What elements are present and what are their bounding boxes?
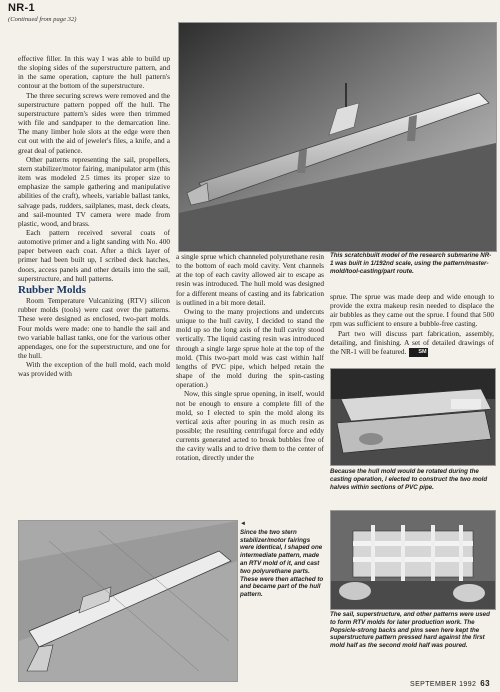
caption-top-photo: This scratchbuilt model of the research submarine NR-1 was built in 1/192nd scale, using the pattern/master-mold/tool-casting/part route. — [330, 252, 492, 275]
paragraph — [330, 329, 494, 357]
paragraph: The three securing screws were removed and the superstructure pattern popped off the hull. The superstructure pattern's sides were then trimmed with file and sandpaper to the demarcation line. The many limber hole slots at the edge were then cut out with the aid of jeweler's files, a knife, and a great deal of patience. — [18, 90, 170, 155]
submarine-model-photo — [179, 23, 496, 251]
photo-model-on-stand — [178, 22, 497, 252]
caption-patterns: The sail, superstructure, and other patterns were used to form RTV molds for later production work. The Popsicle-strong backs and pins seen here kept the superstructure pattern pressed hard against the first mold half as the second mold half was poured. — [330, 611, 490, 650]
paragraph: With the exception of the hull mold, each mold was provided with — [18, 360, 170, 379]
end-mark: SM — [409, 348, 427, 357]
paragraph: sprue. The sprue was made deep and wide enough to provide the extra makeup resin needed to displace the air bubbles as they came out the sprue. I found that 500 rpm was sufficient to ensure a bubble-free casting. — [330, 292, 494, 329]
caption-hull-mold: Because the hull mold would be rotated during the casting operation, I elected to construct the two mold halves within sections of PVC pipe. — [330, 468, 488, 491]
running-head: NR-1 — [8, 2, 35, 14]
pvc-mold-photo — [331, 369, 495, 465]
article-column-left — [18, 54, 170, 584]
caption-hull-pattern — [240, 520, 324, 612]
paragraph: Now, this single sprue opening, in itself, would not be enough to ensure a complete fill of the mold, so I elected to spin the mold along its vertical axis after pouring in as much resin as possible; the resulting centrifugal force and eddy currents generated acted to break bubbles free of the cavity walls and to drive them to the center of rotation, directly under the — [176, 389, 324, 463]
paragraph: Owing to the many projections and undercuts unique to the hull cavity, I decided to stand the mold up so the long axis of the hull cavity stood vertically. The liquid casting resin was introduced through a single large sprue hole at the top of the mold. (This two-part mold was cast within half lengths of PVC pipe, which helped retain the shape of the mold during the spin-casting operation.) — [176, 306, 324, 390]
page-folio — [410, 679, 490, 688]
caption-arrow-icon: ◄ — [240, 521, 246, 527]
photo-patterns-on-molds — [330, 510, 496, 610]
article-column-middle — [176, 252, 324, 514]
photo-hull-mold — [330, 368, 496, 466]
paragraph: Other patterns representing the sail, propellers, stern stabilizer/motor fairing, manipulator arm (this item was modeled 2.5 times its proper size to emphasize the sample gathering and manipulative abilities of the craft), wheels, variable ballast tanks, salvage pads, rudders, sailplanes, mast, deck cleats, and sail-mounted TV camera were made from plastic, wood, and brass. — [18, 154, 170, 228]
continued-note: (Continued from page 32) — [8, 16, 77, 23]
page-number: 63 — [480, 679, 490, 688]
caption-text: Since the two stern stabilizer/motor fairings were identical, I shaped one intermediate pattern, made an RTV mold of it, and cast two polyurethane parts. These were then attached to and became part of the hull pattern. — [240, 528, 324, 599]
patterns-photo — [331, 511, 495, 609]
issue-date: SEPTEMBER 1992 — [410, 681, 477, 688]
paragraph: a single sprue which channeled polyurethane resin to the bottom of each mold cavity. Vent channels at the top of each cavity allowed air to escape as resin was introduced. The hull mold was designed for a different means of casting and its fabrication is outlined in a bit more detail. — [176, 252, 324, 307]
photo-hull-pattern — [18, 520, 238, 682]
hull-pattern-photo — [19, 521, 237, 681]
paragraph-text: Part two will discuss part fabrication, assembly, detailing, and finishing. A set of detailed drawings of the NR-1 will be featured. — [330, 328, 494, 356]
paragraph: Each pattern received several coats of automotive primer and a light sanding with No. 400 paper between each coat. After a thick layer of primer had been built up, I scribed deck hatches, doors, access panels and other details into the sail, superstructure, and hull patterns. — [18, 227, 170, 283]
article-column-right — [330, 292, 494, 364]
paragraph: Room Temperature Vulcanizing (RTV) silicon rubber molds (tools) were cast over the patterns. These were designed as enclosed, two-part molds. Four molds were made: one to handle the sail and two variable ballast tanks, one for the various other appendages, one for the superstructure, and one for the hull. — [18, 296, 170, 360]
subhead-rubber-molds: Rubber Molds — [18, 283, 86, 296]
paragraph: effective filler. In this way I was able to build up the sloping sides of the superstructure pattern, and in the same operation, capture the hull pattern's contour at the bottom of the superstructure. — [18, 54, 170, 91]
